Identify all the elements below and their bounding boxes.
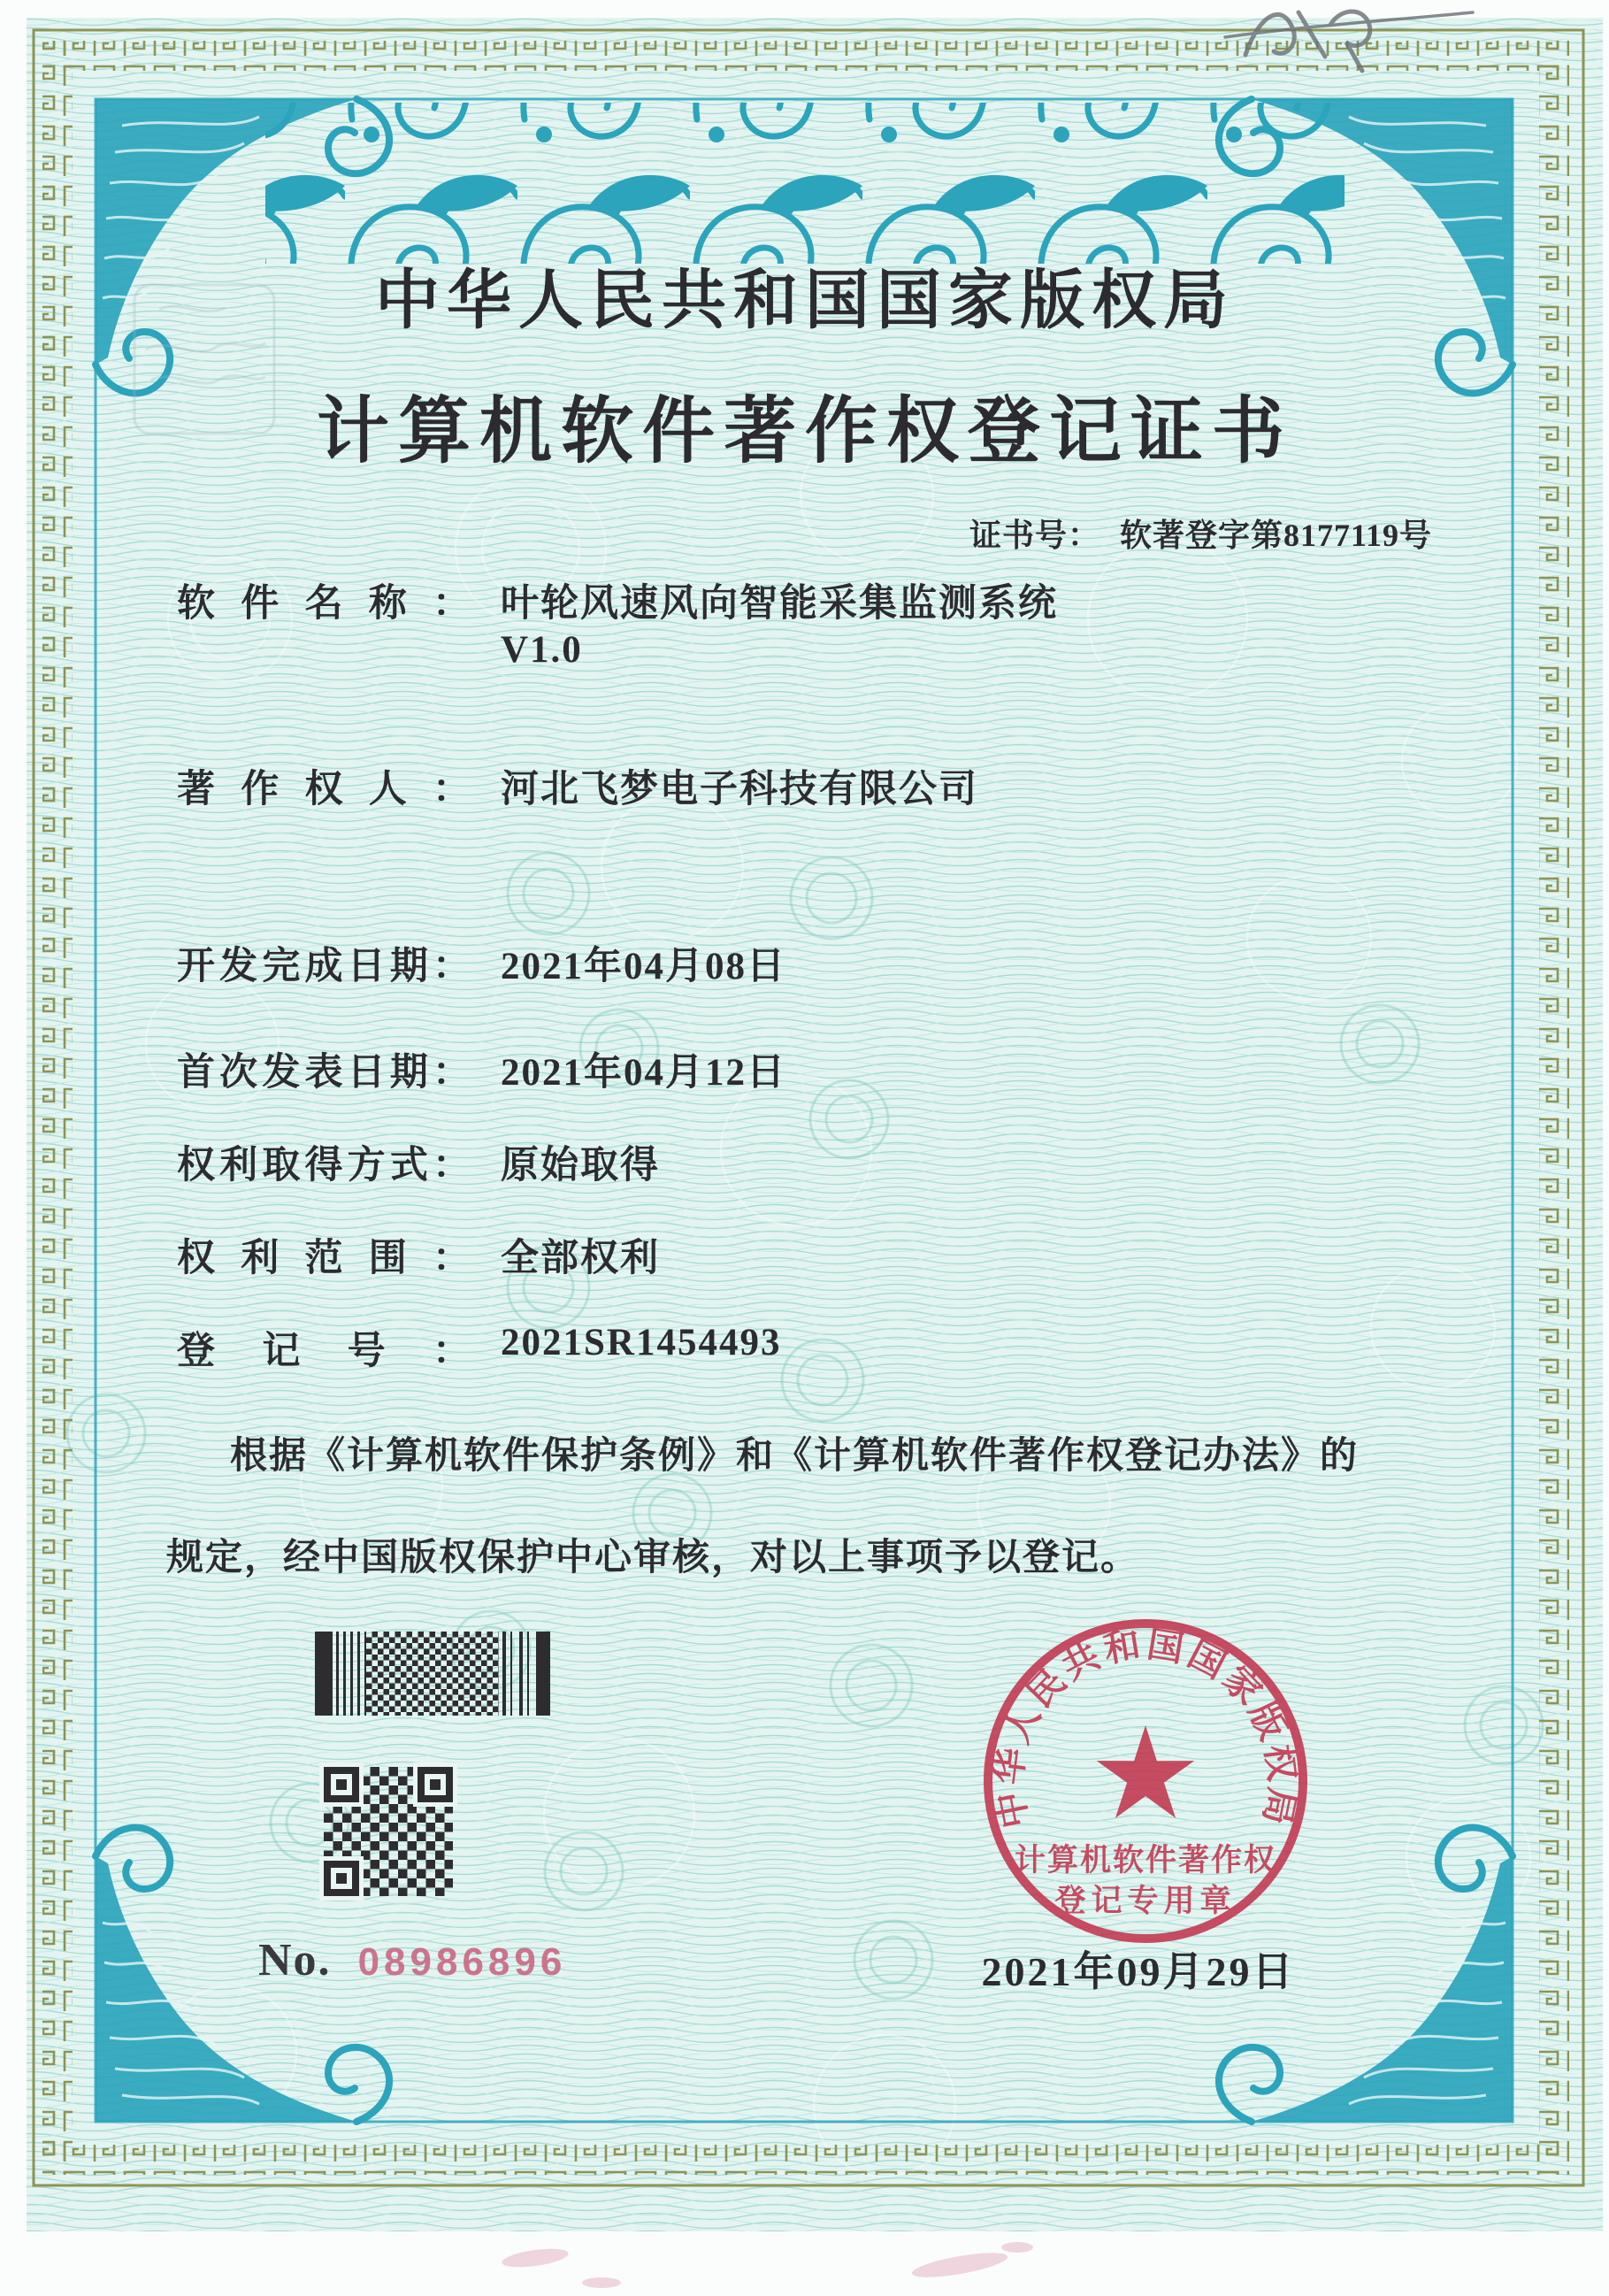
field-row-first-publish-date [177, 1042, 786, 1096]
authority-title: 中华人民共和国国家版权局 [375, 265, 1235, 336]
field-value: 全部权利 [501, 1238, 660, 1279]
certificate-title: 计算机软件著作权登记证书 [316, 391, 1293, 472]
field-label: 登记号： [177, 1331, 471, 1372]
qr-finder-icon [324, 1767, 359, 1802]
field-value: 河北飞梦电子科技有限公司 [501, 769, 978, 810]
barcode-matrix [366, 1632, 499, 1716]
cert-number-row [969, 511, 1432, 556]
field-label: 软件名称： [177, 583, 471, 625]
statement-line-1: 根据《计算机软件保护条例》和《计算机软件著作权登记办法》的 [230, 1436, 1360, 1477]
field-label: 首次发表日期： [177, 1052, 471, 1094]
qr-finder-icon [324, 1861, 359, 1896]
seal-inner-text-2: 登记专用章 [1054, 1884, 1237, 1918]
field-value: 2021年04月12日 [501, 1052, 786, 1094]
statement-line-2: 规定，经中国版权保护中心审核，对以上事项予以登记。 [166, 1538, 1140, 1578]
field-label: 权利范围： [177, 1238, 471, 1279]
cert-number-label: 证书号： [969, 518, 1101, 553]
field-row-dev-complete-date [177, 936, 786, 990]
field-row-rights-acquisition [177, 1135, 660, 1189]
field-label: 权利取得方式： [177, 1145, 471, 1186]
field-row-software-name [177, 573, 1058, 627]
cert-number-value: 软著登字第8177119号 [1120, 518, 1433, 553]
barcode-bars-left [315, 1632, 366, 1716]
pink-smudge [501, 2242, 1033, 2288]
official-red-seal [973, 1609, 1318, 1954]
barcode-graphic [315, 1632, 550, 1716]
issue-date: 2021年09月29日 [981, 1949, 1296, 1994]
field-row-copyright-owner [177, 759, 978, 813]
seal-inner-text-1: 计算机软件著作权 [1014, 1843, 1277, 1877]
field-value: 原始取得 [501, 1145, 660, 1186]
serial-number: 08986896 [357, 1940, 567, 1984]
barcode-bars-right [499, 1632, 550, 1716]
qr-finder-icon [418, 1767, 453, 1802]
serial-prefix: No. [258, 1935, 332, 1985]
field-value: 叶轮风速风向智能采集监测系统 [501, 583, 1058, 625]
field-value: 2021SR1454493 [501, 1322, 782, 1363]
field-value: 2021年04月08日 [501, 946, 786, 987]
field-label: 开发完成日期： [177, 946, 471, 987]
seal-ring-text: 中华人民共和国国家版权局 [987, 1623, 1304, 1832]
field-row-rights-scope [177, 1228, 660, 1282]
serial-row [258, 1934, 566, 1986]
red-star-icon [1097, 1725, 1194, 1818]
field-row-registration-number [177, 1321, 781, 1375]
qr-code-graphic [324, 1767, 453, 1896]
software-version: V1.0 [501, 629, 583, 671]
top-ornament-band [265, 103, 1345, 264]
field-label: 著作权人： [177, 769, 471, 810]
